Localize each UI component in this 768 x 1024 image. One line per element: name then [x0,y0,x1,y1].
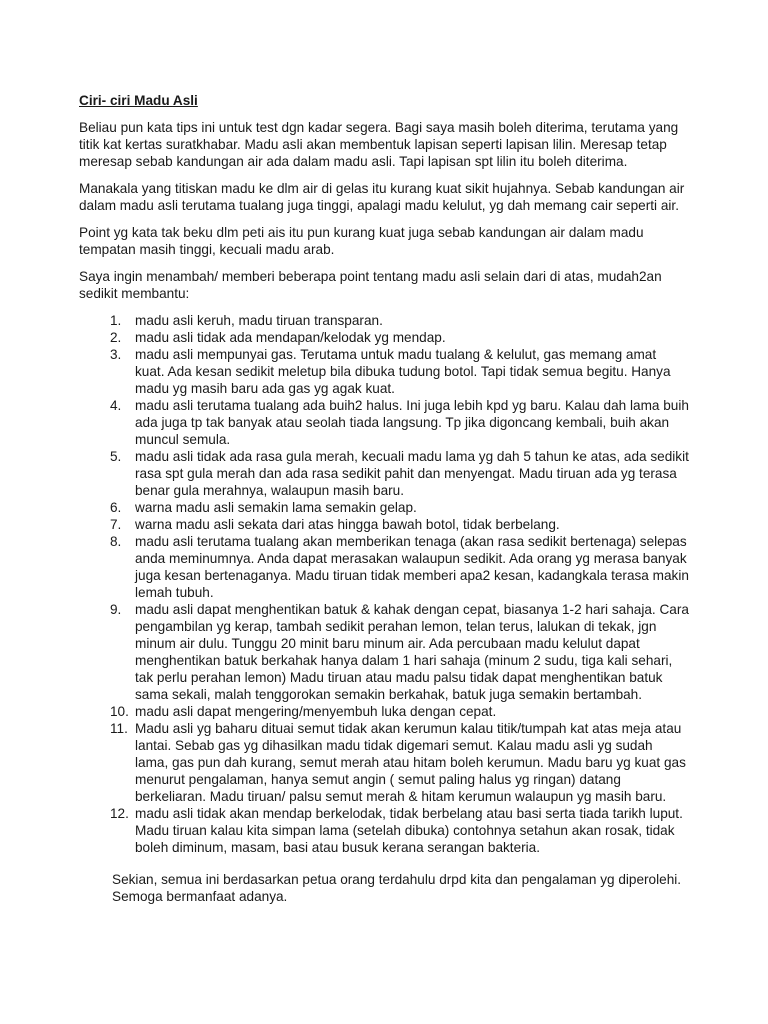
list-item [79,499,689,516]
list-item [79,601,689,703]
list-number: 9. [110,602,122,617]
list-number: 8. [110,534,122,549]
list-text: madu asli dapat mengering/menyembuh luka dengan cepat. [135,704,497,719]
list-item [79,533,689,601]
list-text: madu asli keruh, madu tiruan transparan. [135,313,383,328]
list-number: 6. [110,500,122,515]
list-text: madu asli tidak ada rasa gula merah, kecuali madu lama yg dah 5 tahun ke atas, ada sedikit rasa spt gula merah dan ada rasa sedikit pahit dan menyengat. Madu tiruan ada yg terasa benar gula merahnya, walaupun masih baru. [135,449,689,498]
paragraph-1: Beliau pun kata tips ini untuk test dgn kadar segera. Bagi saya masih boleh diterima, terutama yang titik kat kertas suratkhabar. Madu asli akan membentuk lapisan seperti lapisan lilin. Meresap tetap meresap sebab kandungan air ada dalam madu asli. Tapi lapisan spt lilin itu boleh diterima. [79,120,679,169]
list-number: 5. [110,449,122,464]
list-number: 10. [110,704,129,719]
list-text: madu asli tidak akan mendap berkelodak, tidak berbelang atau basi serta tiada tarikh luput. Madu tiruan kalau kita simpan lama (setelah dibuka) contohnya setahun akan rosak, tidak boleh diminum, masam, basi atau busuk kerana serangan bakteria. [135,806,683,855]
list-item [79,720,689,805]
list-number: 3. [110,347,122,362]
list-item [79,703,689,720]
paragraph-2: Manakala yang titiskan madu ke dlm air di gelas itu kurang kuat sikit hujahnya. Sebab kandungan air dalam madu asli terutama tualang juga tinggi, apalagi madu kelulut, yg dah memang cair seperti air. [79,181,685,213]
paragraph-3: Point yg kata tak beku dlm peti ais itu pun kurang kuat juga sebab kandungan air dalam madu tempatan masih tinggi, kecuali madu arab. [79,225,644,257]
list-text: madu asli mempunyai gas. Terutama untuk madu tualang & kelulut, gas memang amat kuat. Ada kesan sedikit meletup bila dibuka tudung botol. Tapi tidak semua begitu. Hanya madu yg masih baru ada gas yg agak kuat. [135,347,671,396]
list-text: madu asli tidak ada mendapan/kelodak yg mendap. [135,330,446,345]
list-number: 11. [110,721,128,736]
list-item [79,516,689,533]
list-item [79,397,689,448]
list-text: warna madu asli sekata dari atas hingga bawah botol, tidak berbelang. [135,517,560,532]
list-text: madu asli terutama tualang akan memberikan tenaga (akan rasa sedikit bertenaga) selepas anda meminumnya. Anda dapat merasakan walaupun sedikit. Ada orang yg merasa banyak juga kesan bertenaganya. Madu tiruan tidak memberi apa2 kesan, kadangkala terasa makin lemah tubuh. [135,534,689,600]
list-item [79,805,689,856]
list-number: 4. [110,398,122,413]
document-page [79,92,689,905]
list-item [79,329,689,346]
list-item [79,448,689,499]
list-text: madu asli terutama tualang ada buih2 halus. Ini juga lebih kpd yg baru. Kalau dah lama buih ada juga tp tak banyak atau seolah tiada langsung. Tp jika digoncang kembali, buih akan muncul semula. [135,398,689,447]
list-text: Madu asli yg baharu dituai semut tidak akan kerumun kalau titik/tumpah kat atas meja atau lantai. Sebab gas yg dihasilkan madu tidak digemari semut. Kalau madu asli yg sudah lama, gas pun dah kurang, semut merah atau hitam boleh kerumun. Madu baru yg kuat gas menurut pengalaman, hanya semut angin ( semut paling halus yg ringan) datang berkeliaran. Madu tiruan/ palsu semut merah & hitam kerumun walaupun yg masih baru. [135,721,686,804]
closing-line-2: Semoga bermanfaat adanya. [112,889,288,904]
list-item [79,346,689,397]
list-number: 1. [110,313,122,328]
closing-line-1: Sekian, semua ini berdasarkan petua orang terdahulu drpd kita dan pengalaman yg diperolehi. [112,872,682,887]
list-number: 2. [110,330,122,345]
list-text: madu asli dapat menghentikan batuk & kahak dengan cepat, biasanya 1-2 hari sahaja. Cara pengambilan yg kerap, tambah sedikit perahan lemon, telan terus, lalukan di tekak, jgn minum air dulu. Tunggu 20 minit baru minum air. Ada percubaan madu kelulut dapat menghentikan batuk berkahak hanya dalam 1 hari sahaja (minum 2 sudu, tiga kali sehari, tak perlu perahan lemon) Madu tiruan atau madu palsu tidak dapat menghentikan batuk sama sekali, malah tenggorokan semakin berkahak, batuk juga semakin bertambah. [135,602,689,702]
list-number: 7. [110,517,122,532]
tips-list [79,312,689,856]
closing-remarks [112,871,689,905]
list-item [79,312,689,329]
list-text: warna madu asli semakin lama semakin gelap. [135,500,417,515]
paragraph-4: Saya ingin menambah/ memberi beberapa point tentang madu asli selain dari di atas, mudah2an sedikit membantu: [79,269,662,301]
list-number: 12. [110,806,129,821]
document-title: Ciri- ciri Madu Asli [79,93,198,108]
